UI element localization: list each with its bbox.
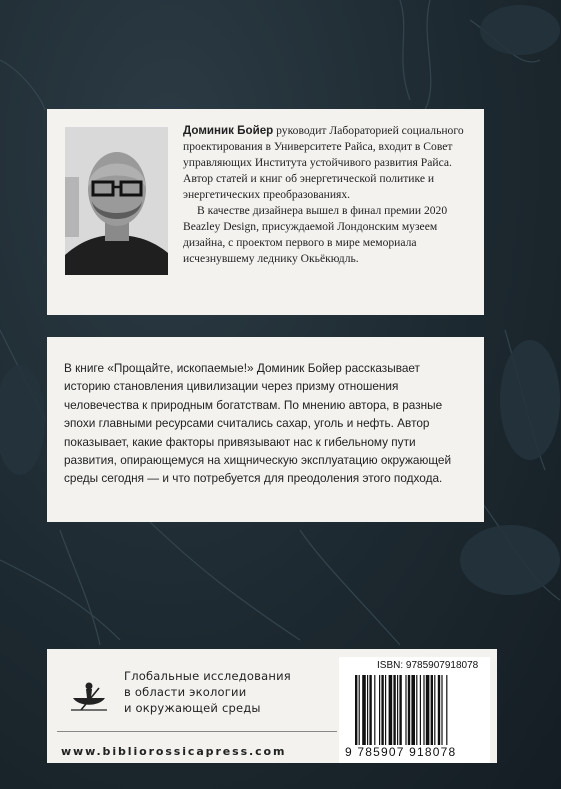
divider-line xyxy=(57,731,337,732)
series-line-1: Глобальные исследования xyxy=(124,669,291,683)
book-annotation: В книге «Прощайте, ископаемые!» Доминик Бойер рассказывает историю становления цивилизации через призму отношения человечества к природным богатствам. По мнению автора, в разные эпохи главными ресурсами считались сахар, уголь и нефть. Автор показывает, какие факторы привязывают нас к гибельному пути развития, опирающемуся на хищническую эксплуатацию окружающей среды сегодня — и что потребуется для преодоления этого подхода. xyxy=(64,361,452,486)
author-bio xyxy=(183,123,475,267)
author-name: Доминик Бойер xyxy=(183,124,274,137)
annotation-panel xyxy=(47,337,484,522)
publisher-url: www.bibliorossicapress.com xyxy=(61,745,287,758)
boat-logo-icon xyxy=(71,676,107,714)
barcode-block xyxy=(339,657,490,763)
series-line-3: и окружающей среды xyxy=(124,701,261,715)
bio-paragraph-1 xyxy=(183,123,475,203)
bio-text-1: руководит Лабораторией социального проектирования в Университете Райса, входит в Совет управляющих Института устойчивого развития Райса. Автор статей и книг об энергетической политике и энергетических преобразованиях. xyxy=(183,124,464,201)
barcode-icon xyxy=(355,675,483,745)
bio-paragraph-2: В качестве дизайнера вышел в финал премии 2020 Beazley Design, присуждаемой Лондонским музеем дизайна, с проектом первого в мире мемориала исчезнувшему леднику Окьёкюдль. xyxy=(183,204,448,265)
barcode-digits: 9 785907 918078 xyxy=(345,745,457,759)
series-line-2: в области экологии xyxy=(124,685,247,699)
series-title xyxy=(124,668,324,716)
author-panel xyxy=(47,109,484,315)
isbn-label: ISBN: 9785907918078 xyxy=(377,660,479,671)
author-photo xyxy=(65,127,168,275)
